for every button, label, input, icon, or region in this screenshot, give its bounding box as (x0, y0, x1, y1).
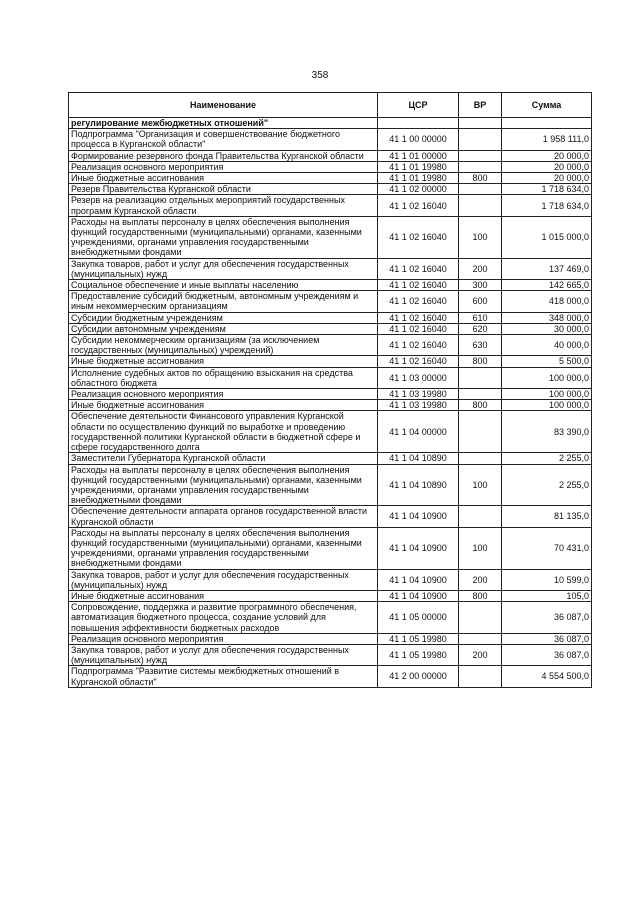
cell-vr: 200 (459, 258, 502, 279)
cell-name: Расходы на выплаты персоналу в целях обеспечения выполнения функций государственными (муниципальными) органами, казенными учреждениями, органами управления государственными внебюджетными фондами (69, 527, 378, 569)
table-row (69, 527, 592, 569)
table-row (69, 590, 592, 601)
cell-vr: 800 (459, 356, 502, 367)
page-number: 358 (311, 70, 329, 81)
cell-csr: 41 1 02 16040 (378, 356, 459, 367)
table-row (69, 150, 592, 161)
cell-name: Закупка товаров, работ и услуг для обеспечения государственных (муниципальных) нужд (69, 258, 378, 279)
cell-csr: 41 1 01 19980 (378, 161, 459, 172)
cell-vr: 100 (459, 464, 502, 506)
table-header-row (69, 93, 592, 118)
cell-name: Резерв на реализацию отдельных мероприятий государственных программ Курганской области (69, 195, 378, 216)
table-row (69, 216, 592, 258)
header-csr: ЦСР (378, 93, 459, 118)
cell-name: Иные бюджетные ассигнования (69, 590, 378, 601)
cell-vr (459, 666, 502, 687)
cell-sum: 20 000,0 (502, 173, 592, 184)
table-row (69, 453, 592, 464)
cell-sum: 20 000,0 (502, 150, 592, 161)
cell-name: Субсидии некоммерческим организациям (за исключением государственных (муниципальных) учреждений) (69, 335, 378, 356)
cell-name: Иные бюджетные ассигнования (69, 356, 378, 367)
cell-csr: 41 1 00 00000 (378, 129, 459, 150)
cell-vr (459, 411, 502, 453)
cell-vr: 600 (459, 291, 502, 312)
cell-csr: 41 1 04 00000 (378, 411, 459, 453)
cell-sum: 83 390,0 (502, 411, 592, 453)
cell-name: Субсидии автономным учреждениям (69, 323, 378, 334)
table-row (69, 389, 592, 400)
cell-csr: 41 1 04 10900 (378, 506, 459, 527)
cell-sum: 418 000,0 (502, 291, 592, 312)
cell-name: Предоставление субсидий бюджетным, автономным учреждениям и иным некоммерческим организациям (69, 291, 378, 312)
cell-csr: 41 1 03 00000 (378, 367, 459, 388)
table-row (69, 323, 592, 334)
table-row (69, 569, 592, 590)
cell-vr (459, 506, 502, 527)
cell-csr: 41 1 02 00000 (378, 184, 459, 195)
cell-sum: 100 000,0 (502, 400, 592, 411)
cell-name: Подпрограмма "Организация и совершенствование бюджетного процесса в Курганской области" (69, 129, 378, 150)
cell-sum: 5 500,0 (502, 356, 592, 367)
cell-vr: 610 (459, 312, 502, 323)
cell-sum: 100 000,0 (502, 367, 592, 388)
cell-name: Обеспечение деятельности Финансового управления Курганской области по осуществлению функций по выработке и проведению государственной политики Курганской области в бюджетной сфере и сфере государственного долга (69, 411, 378, 453)
cell-name: Расходы на выплаты персоналу в целях обеспечения выполнения функций государственными (муниципальными) органами, казенными учреждениями, органами управления государственными внебюджетными фондами (69, 464, 378, 506)
cell-vr (459, 184, 502, 195)
cell-csr: 41 1 04 10900 (378, 590, 459, 601)
cell-vr (459, 195, 502, 216)
cell-csr: 41 1 01 00000 (378, 150, 459, 161)
cell-name: Социальное обеспечение и иные выплаты населению (69, 280, 378, 291)
cell-vr: 300 (459, 280, 502, 291)
cell-name: Иные бюджетные ассигнования (69, 173, 378, 184)
cell-name: Сопровождение, поддержка и развитие программного обеспечения, автоматизация бюджетного процесса, создание условий для повышения эффективности бюджетных расходов (69, 602, 378, 634)
cell-name: Иные бюджетные ассигнования (69, 400, 378, 411)
cell-vr (459, 367, 502, 388)
budget-table (68, 92, 592, 688)
cell-vr: 200 (459, 644, 502, 665)
cell-sum: 1 958 111,0 (502, 129, 592, 150)
table-row (69, 356, 592, 367)
table-row (69, 195, 592, 216)
cell-sum: 2 255,0 (502, 453, 592, 464)
cell-name: Закупка товаров, работ и услуг для обеспечения государственных (муниципальных) нужд (69, 569, 378, 590)
cell-csr: 41 1 03 19980 (378, 400, 459, 411)
cell-csr: 41 1 02 16040 (378, 258, 459, 279)
cell-csr: 41 1 02 16040 (378, 335, 459, 356)
cell-name: Подпрограмма "Развитие системы межбюджетных отношений в Курганской области" (69, 666, 378, 687)
cell-name: Реализация основного мероприятия (69, 389, 378, 400)
cell-vr (459, 118, 502, 129)
cell-sum: 2 255,0 (502, 464, 592, 506)
cell-sum: 36 087,0 (502, 602, 592, 634)
cell-vr (459, 150, 502, 161)
table-row (69, 129, 592, 150)
cell-name: Исполнение судебных актов по обращению взыскания на средства областного бюджета (69, 367, 378, 388)
cell-sum: 105,0 (502, 590, 592, 601)
header-vr: ВР (459, 93, 502, 118)
cell-vr (459, 453, 502, 464)
cell-csr: 41 2 00 00000 (378, 666, 459, 687)
cell-sum: 20 000,0 (502, 161, 592, 172)
cell-csr: 41 1 01 19980 (378, 173, 459, 184)
cell-csr: 41 1 02 16040 (378, 280, 459, 291)
cell-sum: 36 087,0 (502, 633, 592, 644)
cell-csr: 41 1 02 16040 (378, 312, 459, 323)
cell-vr: 620 (459, 323, 502, 334)
cell-sum: 4 554 500,0 (502, 666, 592, 687)
cell-vr: 100 (459, 527, 502, 569)
cell-sum (502, 118, 592, 129)
cell-name: Субсидии бюджетным учреждениям (69, 312, 378, 323)
cell-vr: 800 (459, 400, 502, 411)
cell-sum: 348 000,0 (502, 312, 592, 323)
cell-sum: 81 135,0 (502, 506, 592, 527)
cell-name: Расходы на выплаты персоналу в целях обеспечения выполнения функций государственными (муниципальными) органами, казенными учреждениями, органами управления государственными внебюджетными фондами (69, 216, 378, 258)
cell-csr: 41 1 02 16040 (378, 216, 459, 258)
header-name: Наименование (69, 93, 378, 118)
cell-csr: 41 1 05 19980 (378, 633, 459, 644)
cell-csr: 41 1 02 16040 (378, 323, 459, 334)
table-body (69, 118, 592, 688)
cell-sum: 30 000,0 (502, 323, 592, 334)
table-row (69, 161, 592, 172)
cell-name: регулирование межбюджетных отношений" (69, 118, 378, 129)
cell-csr: 41 1 03 19980 (378, 389, 459, 400)
cell-sum: 40 000,0 (502, 335, 592, 356)
table-row (69, 666, 592, 687)
table-row (69, 258, 592, 279)
table-row (69, 367, 592, 388)
table-row (69, 602, 592, 634)
table-row (69, 464, 592, 506)
cell-csr: 41 1 05 00000 (378, 602, 459, 634)
cell-csr: 41 1 04 10890 (378, 453, 459, 464)
cell-csr: 41 1 04 10890 (378, 464, 459, 506)
table-row (69, 335, 592, 356)
cell-name: Резерв Правительства Курганской области (69, 184, 378, 195)
cell-csr: 41 1 04 10900 (378, 527, 459, 569)
cell-name: Реализация основного мероприятия (69, 161, 378, 172)
cell-csr: 41 1 04 10900 (378, 569, 459, 590)
cell-sum: 1 015 000,0 (502, 216, 592, 258)
cell-name: Заместители Губернатора Курганской области (69, 453, 378, 464)
cell-vr (459, 633, 502, 644)
cell-name: Формирование резервного фонда Правительства Курганской области (69, 150, 378, 161)
cell-csr (378, 118, 459, 129)
cell-vr (459, 389, 502, 400)
cell-sum: 10 599,0 (502, 569, 592, 590)
cell-sum: 137 469,0 (502, 258, 592, 279)
header-sum: Сумма (502, 93, 592, 118)
cell-csr: 41 1 05 19980 (378, 644, 459, 665)
cell-vr: 100 (459, 216, 502, 258)
table-row (69, 506, 592, 527)
cell-sum: 1 718 634,0 (502, 195, 592, 216)
cell-sum: 36 087,0 (502, 644, 592, 665)
cell-vr: 200 (459, 569, 502, 590)
cell-csr: 41 1 02 16040 (378, 195, 459, 216)
cell-sum: 142 665,0 (502, 280, 592, 291)
cell-vr: 630 (459, 335, 502, 356)
table-row (69, 291, 592, 312)
table-row (69, 411, 592, 453)
cell-vr: 800 (459, 173, 502, 184)
cell-name: Реализация основного мероприятия (69, 633, 378, 644)
cell-vr: 800 (459, 590, 502, 601)
cell-csr: 41 1 02 16040 (378, 291, 459, 312)
cell-name: Закупка товаров, работ и услуг для обеспечения государственных (муниципальных) нужд (69, 644, 378, 665)
cell-vr (459, 129, 502, 150)
table-row (69, 312, 592, 323)
cell-sum: 70 431,0 (502, 527, 592, 569)
cell-vr (459, 161, 502, 172)
cell-sum: 100 000,0 (502, 389, 592, 400)
table-row (69, 173, 592, 184)
table-row (69, 400, 592, 411)
table-row (69, 184, 592, 195)
table-row (69, 633, 592, 644)
cell-sum: 1 718 634,0 (502, 184, 592, 195)
table-row (69, 644, 592, 665)
table-row (69, 280, 592, 291)
cell-vr (459, 602, 502, 634)
table-row (69, 118, 592, 129)
cell-name: Обеспечение деятельности аппарата органов государственной власти Курганской области (69, 506, 378, 527)
